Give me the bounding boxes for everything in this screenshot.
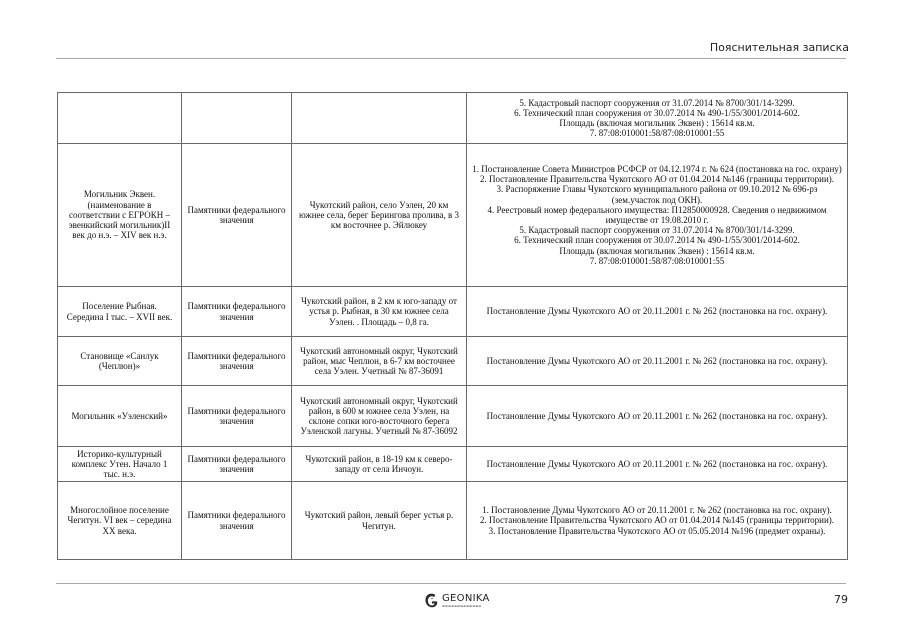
protection-status-cell: Памятники федерального значения [182,447,292,482]
table-row [58,337,848,386]
document-line: 3. Постановление Правительства Чукотского АО от 05.05.2014 №196 (предмет охраны). [488,525,826,536]
document-line: Площадь (включая могильник Эквен) : 15614 кв.м. [559,245,755,256]
document-line: 5. Кадастровый паспорт сооружения от 31.07.2014 № 8700/301/14-3299. [519,225,795,236]
document-line: 6. Технический план сооружения от 30.07.2014 № 490-1/55/3001/2014-602. [514,107,800,118]
protection-status-cell: Памятники федерального значения [182,287,292,337]
table-row [58,144,848,287]
document-line: Постановление Думы Чукотского АО от 20.11.2001 г. № 262 (постановка на гос. охрану). [486,355,828,366]
footer-divider [56,583,846,584]
legal-documents-cell [467,93,848,144]
table-row [58,93,848,144]
geonika-swirl-icon [423,591,440,610]
page-number: 79 [834,593,848,606]
document-line: Постановление Думы Чукотского АО от 20.11.2001 г. № 262 (постановка на гос. охрану). [486,458,828,469]
logo-tagline-graphic: ▬▬▬▬▬▬▬▬▬▬▬▬▬ [442,604,482,608]
logo-name: GEONIKA [442,593,490,604]
monument-name-cell [58,93,182,144]
document-line: Площадь (включая могильник Эквен) : 15614 кв.м. [559,118,755,128]
legal-documents-cell [467,337,848,386]
monument-name-cell: Могильник «Уэленский» [58,386,182,447]
location-cell: Чукотский автономный округ, Чукотский район, в 600 м южнее села Уэлен, на склоне сопки юго-восточного берега Уэленской лагуны. Учетный № 87-36092 [292,386,467,447]
monument-name-cell: Могильник Эквен. (наименование в соответствии с ЕГРОКН – эвенкийский могильник)II век до н.э. – XIV век н.э. [58,144,182,287]
legal-documents-cell [467,482,848,560]
legal-documents-cell [467,447,848,482]
table-row [58,447,848,482]
document-line: 7. 87:08:010001:58/87:08:010001:55 [589,255,725,266]
table-row [58,287,848,337]
monument-name-cell: Многослойное поселение Чегитун. VI век – середина XX века. [58,482,182,560]
document-line: Постановление Думы Чукотского АО от 20.11.2001 г. № 262 (постановка на гос. охрану). [486,306,828,317]
location-cell [292,93,467,144]
protection-status-cell: Памятники федерального значения [182,144,292,287]
document-line: 6. Технический план сооружения от 30.07.2014 № 490-1/55/3001/2014-602. [514,235,800,246]
document-header-title: Пояснительная записка [709,41,849,54]
location-cell: Чукотский район, в 2 км к юго-западу от устья р. Рыбная, в 30 км южнее села Уэлен. . Площадь – 0,8 га. [292,287,467,337]
location-cell: Чукотский район, село Уэлен, 20 км южнее села, берег Берингова пролива, в 3 км восточнее р. Эйлюкеу [292,144,467,287]
document-line: 1. Постановление Думы Чукотского АО от 20.11.2001 г. № 262 (постановка на гос. охрану). [482,505,832,516]
table-row [58,386,848,447]
document-line: 5. Кадастровый паспорт сооружения от 31.07.2014 № 8700/301/14-3299. [519,97,795,108]
company-logo [423,591,490,610]
legal-documents-cell [467,287,848,337]
monument-name-cell: Поселение Рыбная. Середина I тыс. – XVII век. [58,287,182,337]
legal-documents-cell [467,144,848,287]
location-cell: Чукотский автономный округ, Чукотский район, мыс Чеплюн, в 6-7 км восточнее села Уэлен. Учетный № 87-36091 [292,337,467,386]
protection-status-cell: Памятники федерального значения [182,337,292,386]
document-line: 2. Постановление Правительства Чукотского АО от 01.04.2014 №146 (границы территории). [479,174,835,185]
location-cell: Чукотский район, в 18-19 км к северо-западу от села Инчоун. [292,447,467,482]
location-cell: Чукотский район, левый берег устья р. Чегитун. [292,482,467,560]
document-line: 4. Реестровый номер федерального имущества: П12850000928. Сведения о недвижимом имуществе от 19.08.2010 г. [487,204,827,225]
document-line: 1. Постановление Совета Министров РСФСР от 04.12.1974 г. № 624 (постановка на гос. охрану) [472,163,842,174]
monument-name-cell: Историко-культурный комплекс Утен. Начало 1 тыс. н.э. [58,447,182,482]
table-row [58,482,848,560]
document-line: 7. 87:08:010001:58/87:08:010001:55 [589,128,725,139]
protection-status-cell [182,93,292,144]
document-line: Постановление Думы Чукотского АО от 20.11.2001 г. № 262 (постановка на гос. охрану). [486,410,828,421]
protection-status-cell: Памятники федерального значения [182,482,292,560]
document-line: 2. Постановление Правительства Чукотского АО от 01.04.2014 №145 (границы территории). [479,515,835,526]
header-divider [56,58,846,59]
protection-status-cell: Памятники федерального значения [182,386,292,447]
document-line: 3. Распоряжение Главы Чукотского муниципального района от 09.10.2012 № 696-рз (зем.участок под ОКН). [496,184,818,205]
legal-documents-cell [467,386,848,447]
monuments-table [57,92,848,560]
monument-name-cell: Становище «Санлук (Чеплюн)» [58,337,182,386]
